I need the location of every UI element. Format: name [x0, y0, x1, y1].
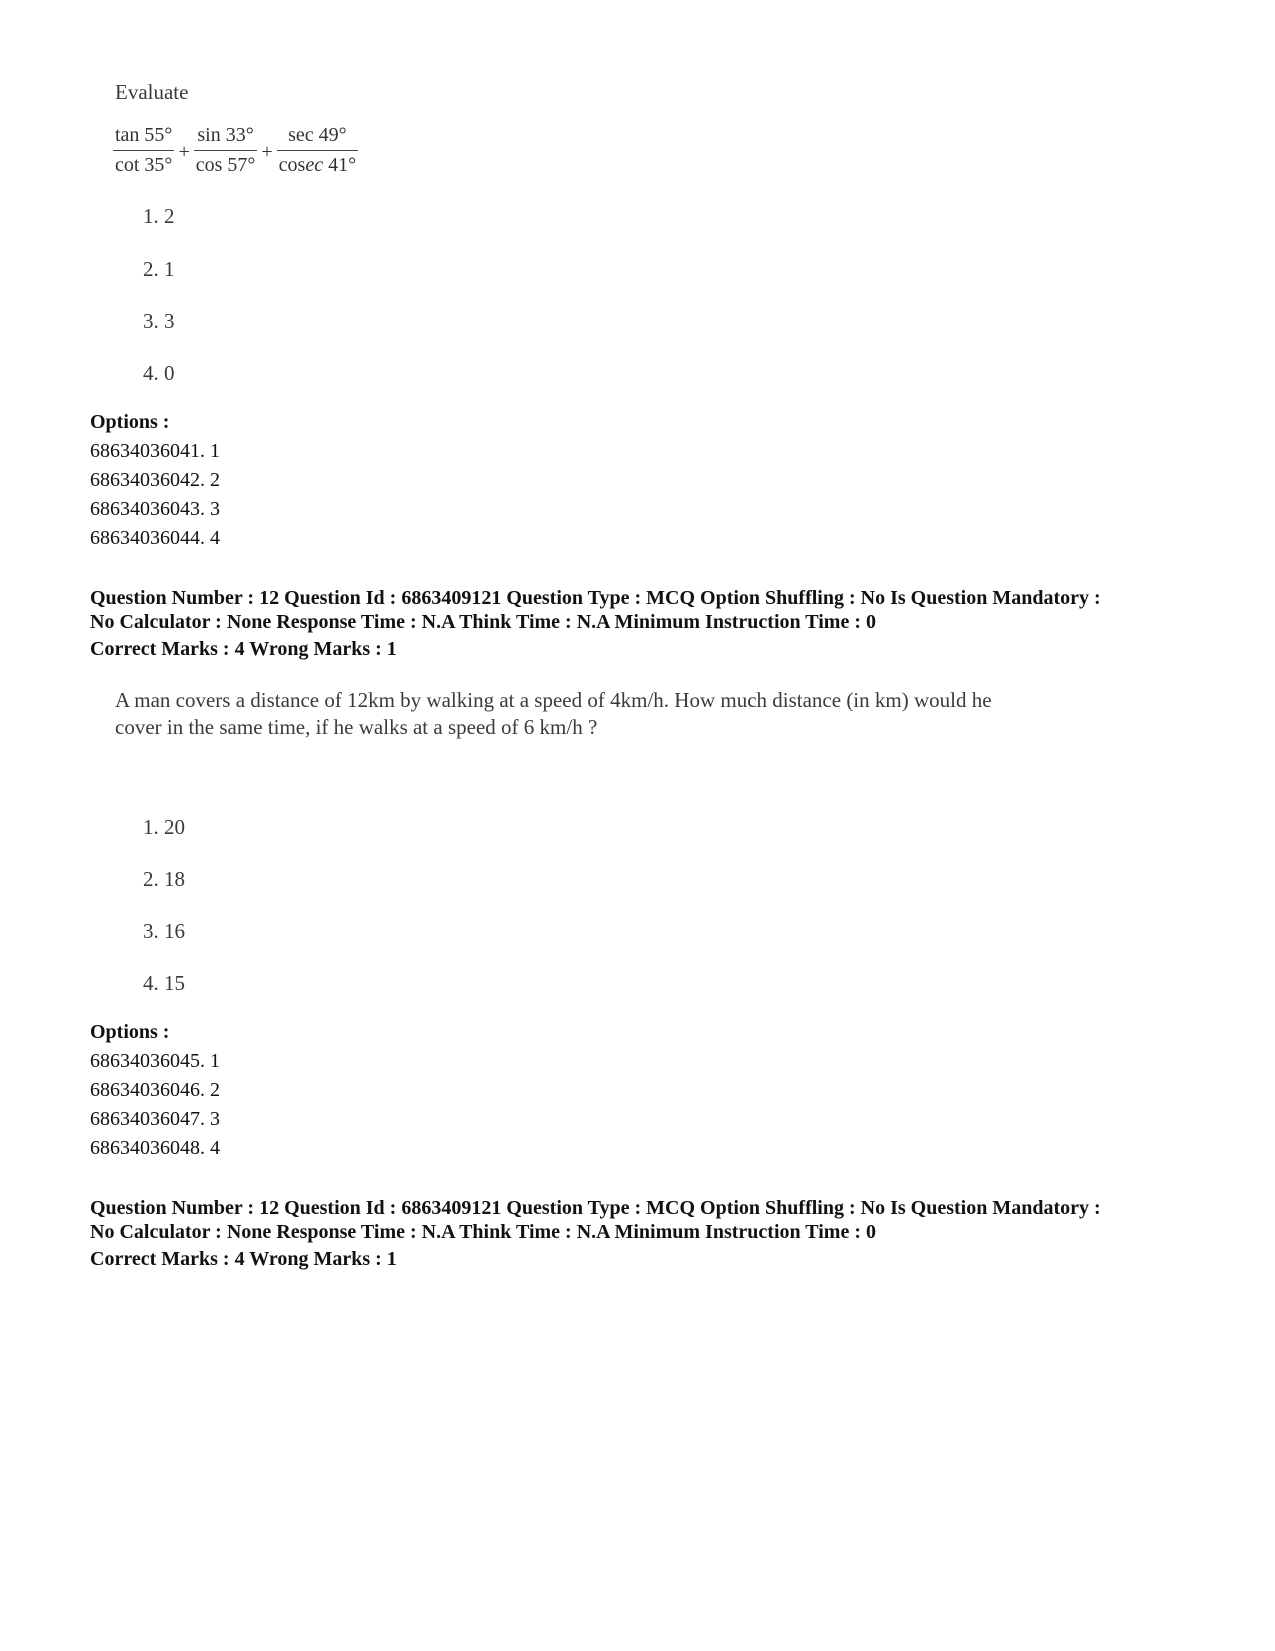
- choice-item: 4. 0: [143, 361, 175, 385]
- options-label: Options :: [90, 1021, 170, 1043]
- question-meta: Question Number : 12 Question Id : 6863409121 Question Type : MCQ Option Shuffling : No Is Question Mandatory : No Calculator : None Response Time : N.A Think Time : N.A Minimum Instruction Time : 0: [90, 587, 1101, 633]
- choice-item: 3. 3: [143, 309, 175, 333]
- choice-item: 4. 15: [143, 971, 185, 995]
- question-prompt: Evaluate: [115, 80, 189, 104]
- option-id: 68634036046. 2: [90, 1079, 220, 1101]
- options-list: [90, 437, 220, 553]
- fraction-1: $\frac{\tan 55^\circ}{\cot 35^\circ}$: [115, 124, 173, 176]
- question-marks: Correct Marks : 4 Wrong Marks : 1: [90, 638, 397, 660]
- choice-item: 2. 1: [143, 257, 175, 281]
- option-id: 68634036042. 2: [90, 469, 220, 491]
- question-marks: Correct Marks : 4 Wrong Marks : 1: [90, 1248, 397, 1270]
- choice-item: 1. 2: [143, 204, 175, 228]
- choice-item: 1. 20: [143, 815, 185, 839]
- option-id: 68634036044. 4: [90, 527, 220, 549]
- question-meta: Question Number : 12 Question Id : 6863409121 Question Type : MCQ Option Shuffling : No Is Question Mandatory : No Calculator : None Response Time : N.A Think Time : N.A Minimum Instruction Time : 0: [90, 1197, 1101, 1243]
- choice-item: 2. 18: [143, 867, 185, 891]
- options-list: [90, 1047, 220, 1163]
- question-text: A man covers a distance of 12km by walking at a speed of 4km/h. How much distance (in km) would he cover in the same time, if he walks at a speed of 6 km/h ?: [115, 688, 992, 739]
- option-id: 68634036045. 1: [90, 1050, 220, 1072]
- options-label: Options :: [90, 411, 170, 433]
- plus-sign: +: [178, 141, 190, 163]
- fraction-3: $\frac{\sec 49^\circ}{cosec 41^\circ}$: [278, 124, 357, 176]
- fraction-2: $\frac{\sin 33^\circ}{\cos 57^\circ}$: [195, 124, 256, 176]
- option-id: 68634036041. 1: [90, 440, 220, 462]
- option-id: 68634036048. 4: [90, 1137, 220, 1159]
- choice-item: 3. 16: [143, 919, 185, 943]
- plus-sign: +: [261, 141, 273, 163]
- option-id: 68634036043. 3: [90, 498, 220, 520]
- option-id: 68634036047. 3: [90, 1108, 220, 1130]
- trig-expression: [113, 124, 358, 177]
